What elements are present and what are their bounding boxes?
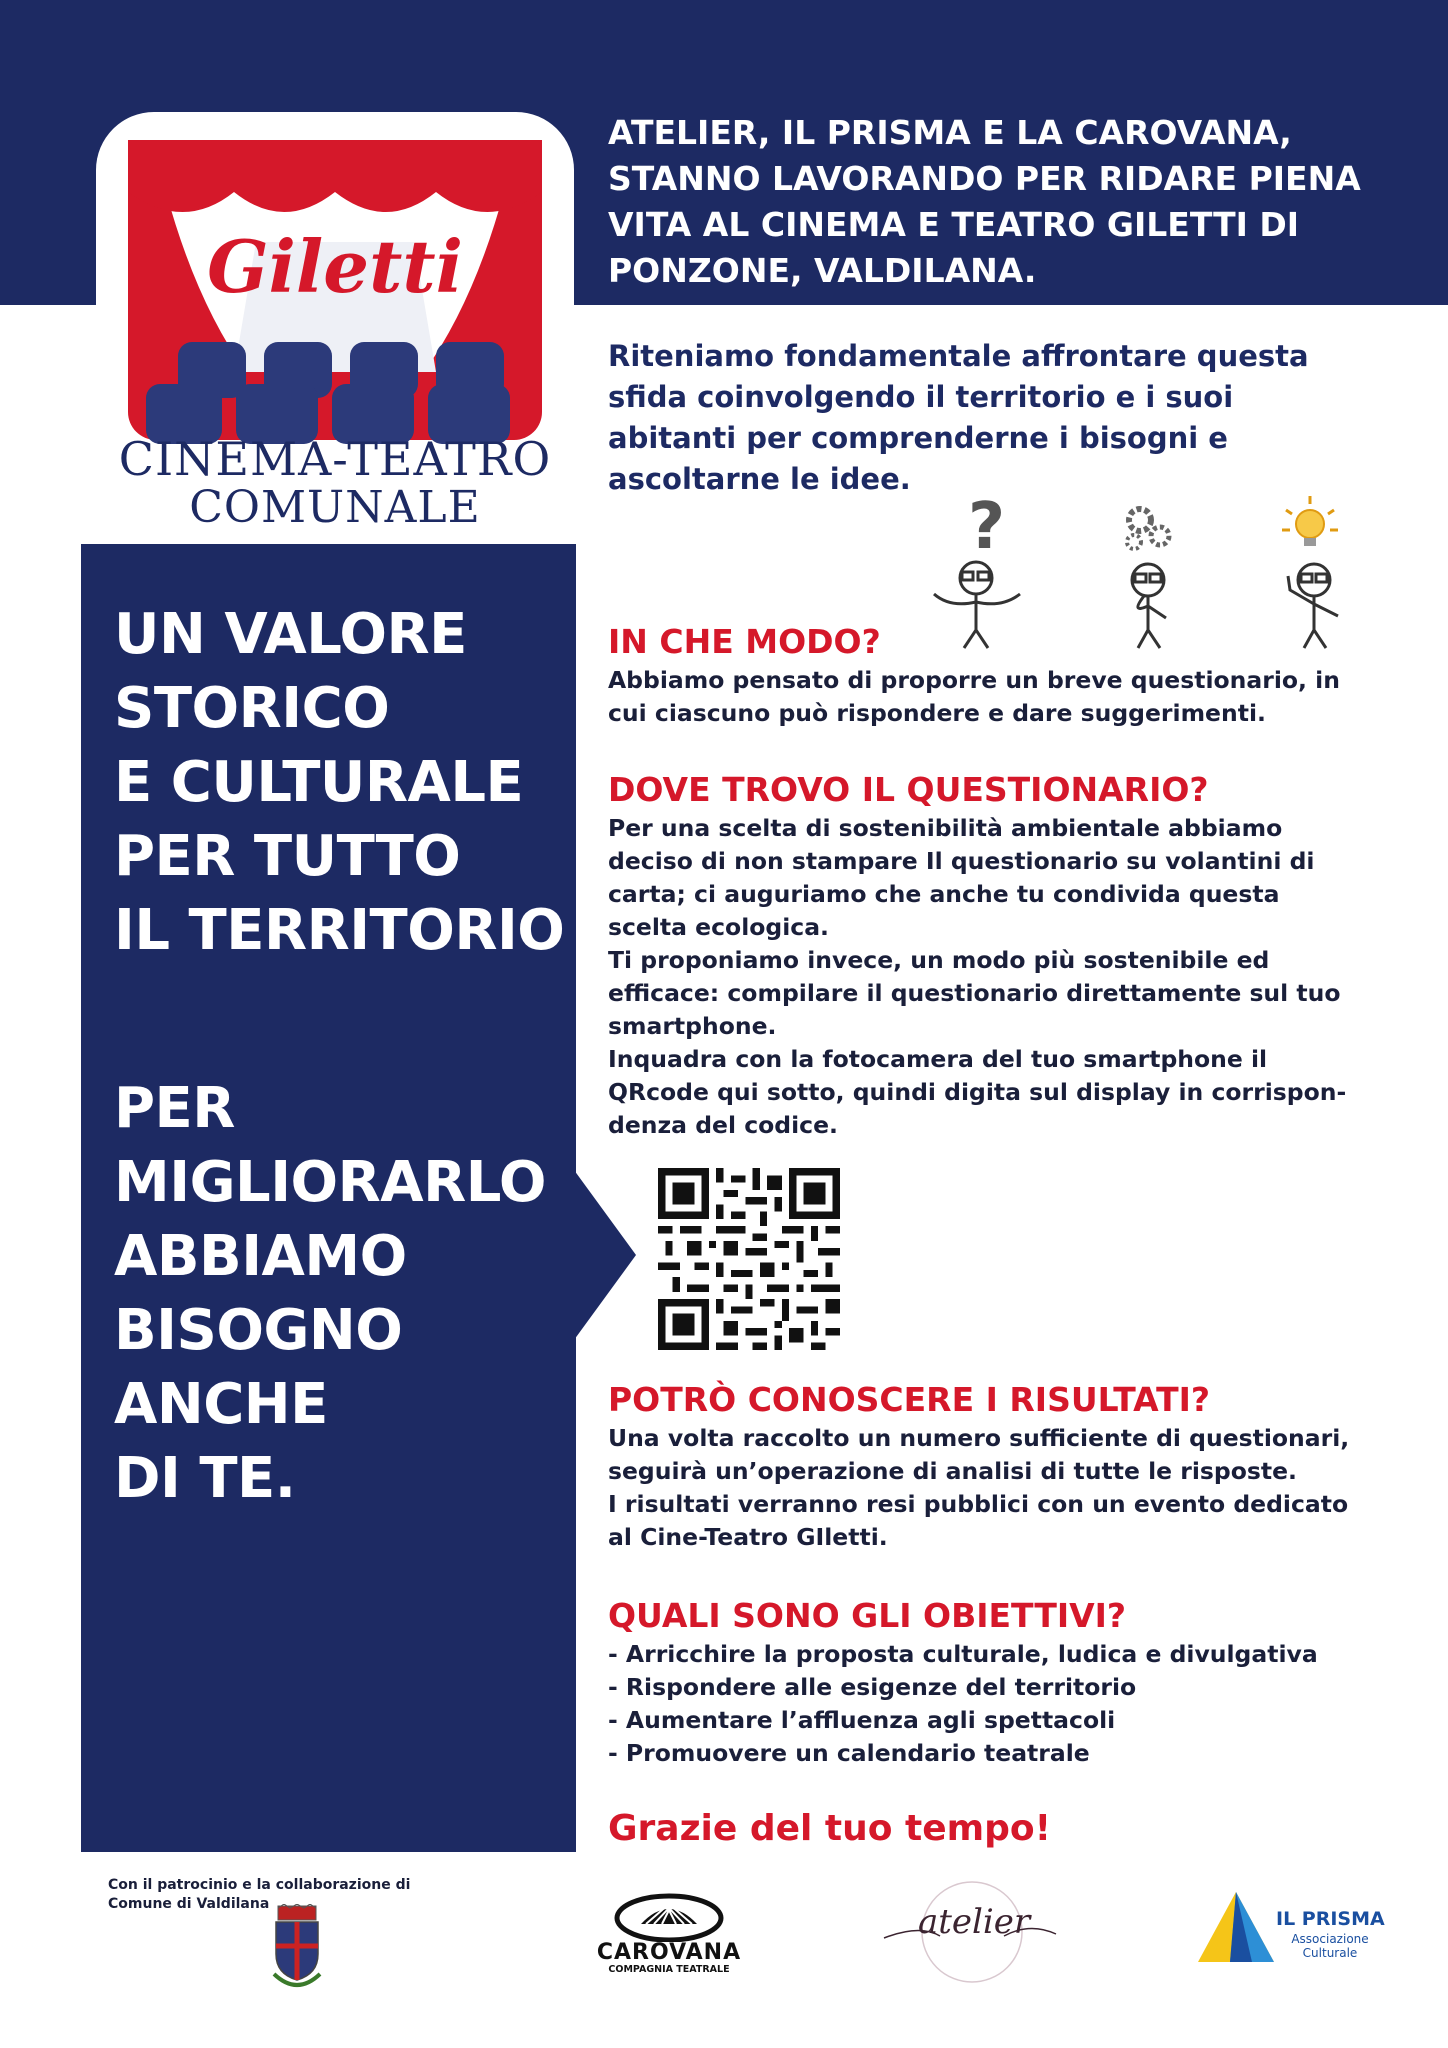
panel-line: DI TE. <box>114 1446 296 1511</box>
lightbulb-idea-person-icon <box>1268 490 1368 650</box>
section-title-dove: DOVE TROVO IL QUESTIONARIO? <box>608 770 1209 809</box>
body-line: al Cine-Teatro GIletti. <box>608 1523 888 1551</box>
list-item: - Promuovere un calendario teatrale <box>608 1739 1090 1767</box>
logo-line-1: CINEMA-TEATRO <box>118 432 552 486</box>
list-item: - Rispondere alle esigenze del territorio <box>608 1673 1137 1701</box>
section-title-risultati: POTRÒ CONOSCERE I RISULTATI? <box>608 1380 1211 1419</box>
body-line: deciso di non stampare Il questionario su volantini di <box>608 847 1315 875</box>
body-line: Per una scelta di sostenibilità ambientale abbiamo <box>608 814 1283 842</box>
body-line: Abbiamo pensato di proporre un breve questionario, in <box>608 666 1340 694</box>
atelier-logo <box>880 1876 1060 1986</box>
carovana-logo <box>586 1890 752 1982</box>
panel-line: ANCHE <box>114 1372 328 1437</box>
panel-line: PER <box>114 1076 235 1141</box>
carovana-emblem-icon <box>586 1890 752 1942</box>
prisma-name: IL PRISMA <box>1276 1908 1385 1930</box>
panel-line: BISOGNO <box>114 1298 403 1363</box>
prisma-logo <box>1196 1884 1396 1984</box>
body-line: cui ciascuno può rispondere e dare suggerimenti. <box>608 699 1266 727</box>
section-title-modo: IN CHE MODO? <box>608 622 881 661</box>
panel-block-1 <box>114 598 564 968</box>
body-line: Inquadra con la fotocamera del tuo smartphone il <box>608 1045 1268 1073</box>
section-body-modo <box>608 664 1388 730</box>
prisma-sub-line: Culturale <box>1302 1946 1358 1960</box>
municipal-crest-icon <box>270 1904 324 1992</box>
panel-line: STORICO <box>114 676 390 741</box>
logo-name: Giletti <box>207 224 463 309</box>
body-line: QRcode qui sotto, quindi digita sul display in corrispon- <box>608 1078 1347 1106</box>
section-title-obiettivi: QUALI SONO GLI OBIETTIVI? <box>608 1596 1127 1635</box>
body-line: efficace: compilare il questionario direttamente sul tuo <box>608 979 1341 1007</box>
qr-code-icon[interactable] <box>658 1168 840 1350</box>
body-line: I risultati verranno resi pubblici con un evento dedicato <box>608 1490 1349 1518</box>
svg-text:?: ? <box>968 490 1006 564</box>
body-line: seguirà un’operazione di analisi di tutte le risposte. <box>608 1457 1297 1485</box>
section-body-dove <box>608 812 1388 1142</box>
section-body-obiettivi <box>608 1638 1388 1770</box>
panel-line: ABBIAMO <box>114 1224 407 1289</box>
gears-thinking-person-icon <box>1100 490 1200 650</box>
list-item: - Arricchire la proposta culturale, ludica e divulgativa <box>608 1640 1318 1668</box>
panel-line: PER TUTTO <box>114 824 461 889</box>
patronage-line-2: Comune di Valdilana <box>108 1896 270 1912</box>
prisma-triangle-icon <box>1196 1888 1276 1968</box>
logo-line-2: COMUNALE <box>189 482 481 533</box>
body-line: carta; ci auguriamo che anche tu condivida questa <box>608 880 1280 908</box>
intro-text: ATELIER, IL PRISMA E LA CAROVANA, STANNO LAVORANDO PER RIDARE PIENA VITA AL CINEMA E TEATRO GILETTI DI PONZONE, VALDILANA. <box>608 113 1361 290</box>
thanks-text: Grazie del tuo tempo! <box>608 1808 1052 1849</box>
list-item: - Aumentare l’affluenza agli spettacoli <box>608 1706 1116 1734</box>
body-line: scelta ecologica. <box>608 913 829 941</box>
subintro-text: Riteniamo fondamentale affrontare questa sfida coinvolgendo il territorio e i suoi abitanti per comprenderne i bisogni e ascoltarne le idee. <box>608 339 1309 496</box>
section-body-risultati <box>608 1422 1388 1554</box>
panel-line: E CULTURALE <box>114 750 524 815</box>
patronage-line-1: Con il patrocinio e la collaborazione di <box>108 1877 411 1893</box>
panel-arrow <box>574 1170 636 1340</box>
carovana-subtitle: COMPAGNIA TEATRALE <box>608 1964 730 1975</box>
body-line: Ti proponiamo invece, un modo più sostenibile ed <box>608 946 1270 974</box>
question-person-icon <box>920 490 1040 650</box>
panel-block-2 <box>114 1072 546 1516</box>
panel-line: IL TERRITORIO <box>114 898 565 963</box>
theater-curtain-icon <box>106 122 564 452</box>
prisma-sub-line: Associazione <box>1291 1932 1369 1946</box>
panel-line: UN VALORE <box>114 602 467 667</box>
body-line: smartphone. <box>608 1012 777 1040</box>
panel-line: MIGLIORARLO <box>114 1150 547 1215</box>
giletti-logo <box>106 122 564 547</box>
body-line: denza del codice. <box>608 1111 838 1139</box>
carovana-name: CAROVANA <box>596 1940 742 1965</box>
prisma-subtitle <box>1280 1932 1380 1960</box>
body-line: Una volta raccolto un numero sufficiente di questionari, <box>608 1424 1350 1452</box>
atelier-name: atelier <box>918 1902 1031 1942</box>
